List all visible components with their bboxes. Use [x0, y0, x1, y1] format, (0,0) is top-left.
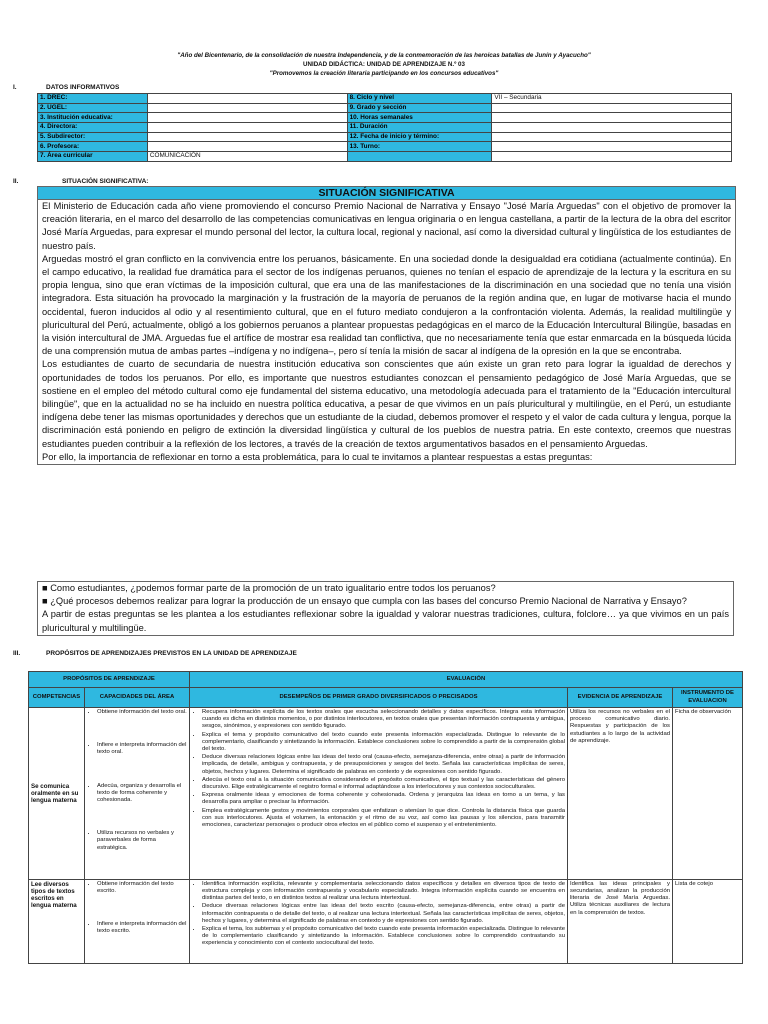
info-row [38, 103, 732, 113]
info-label: 5. Subdirector: [38, 132, 148, 142]
performance-item: • Deduce diversas relaciones lógicas entre las ideas del texto escrito (causa-efecto, semejanza-diferencia, entre otras) a partir de información contrapuesta o de detalle del texto, o al realizar una lectura intertextual. Señala las características implícitas de seres, objetos, hechos y lugares, y determina el significado de palabras en contexto y de expresiones con sentido figurado. [202, 903, 565, 925]
info-value [492, 103, 732, 113]
info-label: 6. Profesora: [38, 142, 148, 152]
performance-item: • Deduce diversas relaciones lógicas entre las ideas del texto oral (causa-efecto, semejanza-diferencia, entre otras) a partir de información implicada, de detalle, ambigua y contrapuesta, y de presuposiciones y sesgos del texto. Señala las características implícitas de seres, objetos, hechos y lugares. Determina el significado de palabras en contexto y de expresiones con sentido figurado. [202, 754, 565, 776]
unit-motto: "Promovemos la creación literaria participando en los concursos educativos" [269, 70, 499, 77]
year-line: "Año del Bicentenario, de la consolidación de nuestra Independencia, y de la conmemoración de las heroicas batallas de Junín y Ayacucho" [177, 52, 591, 59]
competency-cell: Lee diversos tipos de textos escritos en lengua materna [29, 879, 85, 963]
info-value [147, 132, 347, 142]
info-row [38, 113, 732, 123]
performances-cell [190, 879, 568, 963]
instrument-cell: Ficha de observación [673, 708, 743, 880]
question-2: ■ ¿Qué procesos debemos realizar para lograr la producción de un ensayo que cumpla con las bases del concurso Premio Nacional de Narrativa y Ensayo? [42, 596, 687, 607]
info-label: 1. DREC: [38, 94, 148, 104]
capacity-item: • Obtiene información del texto escrito. [97, 881, 187, 895]
info-value [492, 152, 732, 162]
info-label: 8. Ciclo y nivel [347, 94, 492, 104]
table-row [29, 879, 743, 963]
questions-closing: A partir de estas preguntas se les plantea a los estudiantes reflexionar sobre la igualdad y valorar nuestras tradiciones, cultura, folclore… ya que vivimos en un país pluricultural y multilingüe. [42, 609, 729, 633]
col-performances: DESEMPEÑOS DE PRIMER GRADO DIVERSIFICADOS O PRECISADOS [190, 688, 568, 708]
info-row [38, 123, 732, 133]
purposes-head: PROPÓSITOS DE APRENDIZAJE [29, 672, 190, 688]
situation-paragraph: Por ello, la importancia de reflexionar en torno a esta problemática, para lo cual te invitamos a plantear respuestas a estas preguntas: [42, 451, 593, 462]
performance-item: • Recupera información explícita de los textos orales que escucha seleccionando detalles y datos específicos. Integra esta información cuando es dicha en distintos momentos, o por distintos interlocutores, en textos orales que presentan información contrapuesta y ambigua, sesgos, sinónimos, y expresiones con sentido figurado. [202, 709, 565, 731]
situation-text [38, 200, 735, 464]
purposes-table [28, 671, 743, 964]
section3-title: PROPÓSITOS DE APRENDIZAJES PREVISTOS EN LA UNIDAD DE APRENDIZAJE [46, 650, 297, 657]
evaluation-head: EVALUACIÓN [190, 672, 743, 688]
info-row [38, 94, 732, 104]
instrument-cell: Lista de cotejo [673, 879, 743, 963]
info-value: COMUNICACIÓN [147, 152, 347, 162]
info-value [492, 132, 732, 142]
capacities-cell [85, 708, 190, 880]
situation-box [37, 186, 736, 465]
situation-title: SITUACIÓN SIGNIFICATIVA [38, 187, 735, 200]
capacity-item: • Adecúa, organiza y desarrolla el texto de forma coherente y cohesionada. [97, 783, 187, 805]
question-1: ■ Como estudiantes, ¿podemos formar parte de la promoción de un trato igualitario entre todos los peruanos? [42, 583, 496, 593]
info-value [147, 94, 347, 104]
info-label: 4. Directora: [38, 123, 148, 133]
info-label: 7. Área curricular [38, 152, 148, 162]
info-label: 11. Duración [347, 123, 492, 133]
situation-paragraph: Arguedas mostró el gran conflicto en la convivencia entre los peruanos, básicamente. En una sociedad donde la desigualdad era cotidiana (actualmente continúa). En el campo educativo, la realidad fue dramática para el sector de los indígenas peruanos, quienes no tenían el espacio de aprendizaje de la lectura y la escritura en su propia lengua, sino que eran víctimas de la imposición cultural, que era una de las manifestaciones de la discriminación en una sociedad que no tenía una visión integradora. Esta situación ha provocado la marginación y la frustración de la mayoría de peruanos de la región andina que, en lugar de motivarse hacia el mundo occidental, fueron inducidos al odio y al resentimiento cultural, que en el futuro mediato condujeron a la confrontación violenta. Además, la realidad multilingüe y pluricultural del Perú, actualmente, obligó a los gobiernos peruanos a plantear propuestas pedagógicas en el marco de la Educación Intercultural Bilingüe, basadas en la visión intercultural de JMA. Arguedas fue el artífice de mostrar esa realidad tan conflictiva, que no necesariamente tenía que estar enmarcada en la búsqueda lúcida de una comprensión mutua de ambas partes –indígena y no indígena–, pero sí tenía la misión de sacar al indígena de la opresión en la que se encontraba. [42, 253, 731, 357]
capacity-item: • Utiliza recursos no verbales y paraverbales de forma estratégica. [97, 830, 187, 852]
performance-item: • Expresa oralmente ideas y emociones de forma coherente y cohesionada. Ordena y jerarquiza las ideas en torno a un tema, y las desarrolla para ampliar o precisar la información. [202, 792, 565, 806]
col-capacities: CAPACIDADES DEL ÁREA [85, 688, 190, 708]
info-label: 13. Turno: [347, 142, 492, 152]
info-row [38, 152, 732, 162]
info-value [492, 113, 732, 123]
performance-item: • Explica el tema, los subtemas y el propósito comunicativo del texto cuando este presenta información especializada. Distingue lo relevante de lo complementario clasificando y sintetizando la información. Establece conclusiones sobre lo comprendido contrastando su experiencia y conocimiento con el contexto sociocultural del texto. [202, 926, 565, 948]
col-evidence: EVIDENCIA DE APRENDIZAJE [568, 688, 673, 708]
info-label: 12. Fecha de inicio y término: [347, 132, 492, 142]
competency-cell: Se comunica oralmente en su lengua materna [29, 708, 85, 880]
info-label: 9. Grado y sección [347, 103, 492, 113]
col-competencies: COMPETENCIAS [29, 688, 85, 708]
info-label: 2. UGEL: [38, 103, 148, 113]
info-value: VII – Secundaria [492, 94, 732, 104]
info-label: 3. Institución educativa: [38, 113, 148, 123]
col-instrument: INSTRUMENTO DE EVALUACION [673, 688, 743, 708]
info-label [347, 152, 492, 162]
situation-paragraph: El Ministerio de Educación cada año viene promoviendo el concurso Premio Nacional de Narrativa y Ensayo "José María Arguedas" con el objetivo de promover la creación literaria, en el marco del desarrollo de las competencias comunicativas en lengua originaria o en lengua castellana, a partir de la lectura de la obra del escritor José María Arguedas, para expresar el mundo personal del lector, la cultura local, regional y nacional, así como la diversidad cultural y lingüística de los estudiantes de nuestro país. [42, 201, 731, 251]
info-value [147, 142, 347, 152]
performance-item: • Identifica información explícita, relevante y complementaria seleccionando datos específicos y detalles en diversos tipos de texto de estructura compleja y con información contrapuesta y vocabulario especializado. Integra información explícita cuando se encuentra en distintas partes del texto, o en distintos textos al realizar una lectura intertextual. [202, 881, 565, 903]
info-row [38, 132, 732, 142]
capacity-item: • Obtiene información del texto oral. [97, 709, 187, 716]
info-value [147, 113, 347, 123]
performance-item: • Explica el tema y propósito comunicativo del texto cuando este presenta información especializada. Distingue lo relevante de lo complementario, clasificando y sintetizando la información. Establece conclusiones sobre lo comprendido a partir de la comprensión global del texto. [202, 732, 565, 754]
situation-paragraph: Los estudiantes de cuarto de secundaria de nuestra institución educativa son conscientes que aún existe un gran reto para lograr la igualdad de derechos y oportunidades de todos los peruanos. Por ello, es importante que nuestros estudiantes conozcan el pensamiento pedagógico de José María Arguedas, que se sostiene en el empleo del método cultural como eje fundamental del sistema educativo, una metodología adecuada para el tratamiento de la "Educación intercultural bilingüe", que en la actualidad no se ha incluido en nuestra política educativa, a pesar de que vivimos en un país pluricultural y multilingüe, en el Perú, un estudiante indígena debe tener las mismas oportunidades y derechos que un estudiante de la ciudad, debemos promover el respeto y el valor de cada cultura y lengua, porque la discriminación está poniendo en peligro de extinción la diversidad lingüística y cultural de los pueblos de nuestra patria. En este contexto, creemos que nuestras estudiantes pueden contribuir a la reflexión de los lectores, a través de la creación de textos argumentativos basados en el pensamiento Arguedas. [42, 359, 731, 449]
section2-number: II. [13, 178, 19, 185]
evidence-cell: Utiliza los recursos no verbales en el proceso comunicativo diario. Respuestas y participación de los estudiantes a lo largo de la actividad de aprendizaje. [568, 708, 673, 880]
section2-title: SITUACIÓN SIGNIFICATIVA: [62, 178, 149, 185]
info-table [37, 93, 732, 162]
info-value [492, 123, 732, 133]
capacity-item: • Infiere e interpreta información del texto escrito. [97, 921, 187, 935]
questions-box [37, 581, 734, 636]
performance-item: • Adecúa el texto oral a la situación comunicativa considerando el propósito comunicativo, el tipo textual y las características del género discursivo. Elige estratégicamente el registro formal e informal adaptándose a los interlocutores y sus contextos socioculturales. [202, 777, 565, 791]
info-value [147, 103, 347, 113]
info-value [147, 123, 347, 133]
capacity-item: • Infiere e interpreta información del texto oral. [97, 742, 187, 756]
section3-number: III. [13, 650, 21, 657]
evidence-cell: Identifica las ideas principales y secundarias, analizan la producción literaria de José María Arguedas. Utiliza técnicas auxiliares de lectura en la comprensión de textos. [568, 879, 673, 963]
section1-number: I. [13, 84, 17, 91]
info-value [492, 142, 732, 152]
info-label: 10. Horas semanales [347, 113, 492, 123]
capacities-cell [85, 879, 190, 963]
performance-item: • Emplea estratégicamente gestos y movimientos corporales que enfatizan o atenúan lo que dice. Controla la distancia física que guarda con sus interlocutores. Ajusta el volumen, la entonación y el ritmo de su voz, así como las pausas y los silencios, para transmitir emociones, caracterizar personajes o producir otros efectos en el público como el suspenso y el entretenimiento. [202, 808, 565, 830]
performances-cell [190, 708, 568, 880]
info-row [38, 142, 732, 152]
unit-title: UNIDAD DIDÁCTICA: UNIDAD DE APRENDIZAJE N.º 03 [303, 61, 465, 68]
section1-title: DATOS INFORMATIVOS [46, 84, 120, 91]
table-row [29, 708, 743, 880]
